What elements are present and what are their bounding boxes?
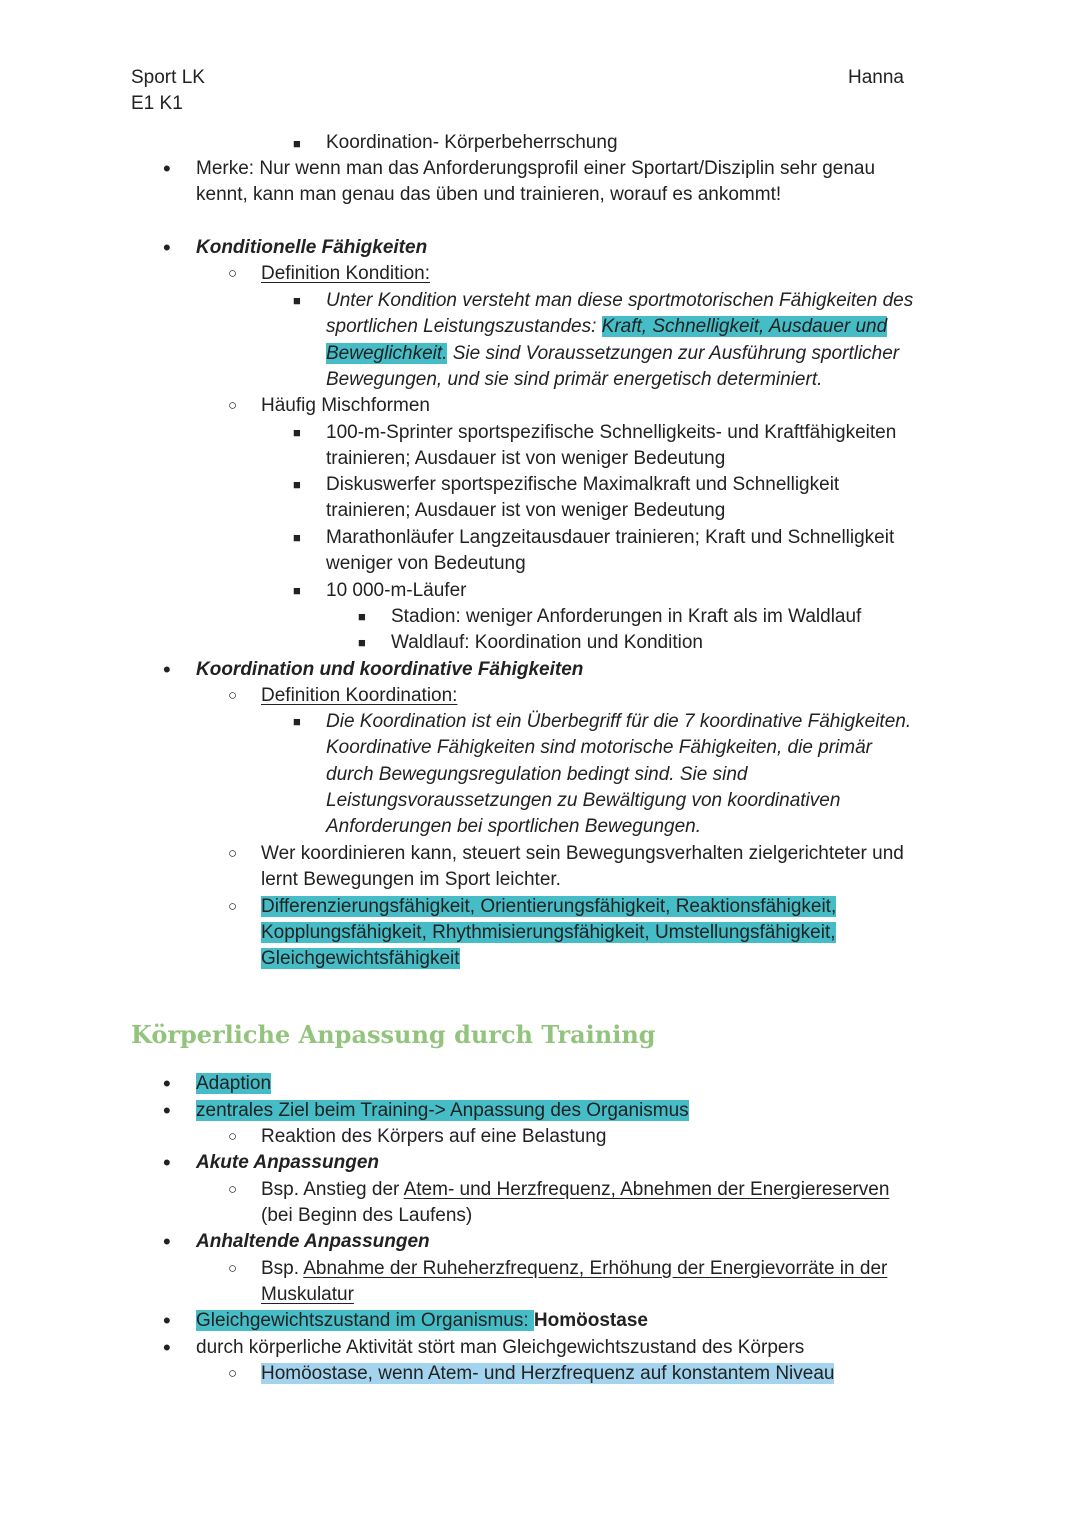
list-item: 10 000-m-Läufer (326, 580, 467, 601)
circle-bullet-icon: ○ (228, 1128, 238, 1145)
highlight: Homöostase, wenn Atem- und Herzfrequenz auf konstantem Niveau (261, 1363, 835, 1384)
subsection-title: Anhaltende Anpassungen (196, 1231, 430, 1252)
definition-label: Definition Koordination: (261, 685, 458, 706)
square-bullet-icon: ■ (358, 609, 366, 624)
definition-text: sportlichen Leistungszustandes: Kraft, Schnelligkeit, Ausdauer und (326, 316, 888, 337)
unit-label: E1 K1 (131, 93, 183, 114)
list-item: Reaktion des Körpers auf eine Belastung (261, 1126, 607, 1147)
bullet-icon: • (163, 1098, 171, 1123)
definition-text: Bewegungen, und sie sind primär energetisch determiniert. (326, 369, 823, 390)
highlight: Beweglichkeit. (326, 343, 448, 364)
list-item: Muskulatur (261, 1284, 354, 1305)
list-item: trainieren; Ausdauer ist von weniger Bedeutung (326, 448, 726, 469)
circle-bullet-icon: ○ (228, 1260, 238, 1277)
square-bullet-icon: ■ (358, 635, 366, 650)
highlight: Gleichgewichtszustand im Organismus: (196, 1310, 534, 1331)
bullet-icon: • (163, 1308, 171, 1333)
definition-text: Unter Kondition versteht man diese sportmotorischen Fähigkeiten des (326, 290, 914, 311)
bullet-icon: • (163, 1071, 171, 1096)
square-bullet-icon: ■ (293, 425, 301, 440)
highlight: zentrales Ziel beim Training-> Anpassung des Organismus (196, 1100, 689, 1121)
highlight: Adaption (196, 1073, 272, 1094)
definition-text: durch Bewegungsregulation bedingt sind. Sie sind (326, 764, 748, 785)
square-bullet-icon: ■ (293, 714, 301, 729)
section-title-koordination: Koordination und koordinative Fähigkeiten (196, 659, 584, 680)
definition-text: Die Koordination ist ein Überbegriff für die 7 koordinative Fähigkeiten. (326, 711, 912, 732)
list-item: Koordination- Körperbeherrschung (326, 132, 618, 153)
square-bullet-icon: ■ (293, 293, 301, 308)
list-item: 100-m-Sprinter sportspezifische Schnelligkeits- und Kraftfähigkeiten (326, 422, 897, 443)
list-item: trainieren; Ausdauer ist von weniger Bedeutung (326, 500, 726, 521)
list-item (261, 920, 836, 946)
bullet-icon: • (163, 1150, 171, 1175)
section-heading: Körperliche Anpassung durch Training (131, 1020, 656, 1049)
circle-bullet-icon: ○ (228, 687, 238, 704)
highlight: Kopplungsfähigkeit, Rhythmisierungsfähigkeit, Umstellungsfähigkeit, (261, 922, 836, 943)
highlight: Gleichgewichtsfähigkeit (261, 948, 460, 969)
square-bullet-icon: ■ (293, 136, 301, 151)
list-item: (bei Beginn des Laufens) (261, 1205, 473, 1226)
list-item (196, 1071, 271, 1097)
list-item: Wer koordinieren kann, steuert sein Bewegungsverhalten zielgerichteter und (261, 843, 904, 864)
bullet-icon: • (163, 1335, 171, 1360)
list-item (261, 946, 460, 972)
list-item: Stadion: weniger Anforderungen in Kraft als im Waldlauf (391, 606, 862, 627)
list-item (196, 1098, 689, 1124)
circle-bullet-icon: ○ (228, 265, 238, 282)
bullet-icon: • (163, 156, 171, 181)
circle-bullet-icon: ○ (228, 898, 238, 915)
list-item: Gleichgewichtszustand im Organismus: Homöostase (196, 1310, 648, 1331)
subsection-title: Akute Anpassungen (196, 1152, 379, 1173)
bullet-icon: • (163, 235, 171, 260)
merke-line-1: Merke: Nur wenn man das Anforderungsprofil einer Sportart/Disziplin sehr genau (196, 158, 876, 179)
bullet-icon: • (163, 657, 171, 682)
section-title-konditionelle: Konditionelle Fähigkeiten (196, 237, 428, 258)
list-item: Diskuswerfer sportspezifische Maximalkraft und Schnelligkeit (326, 474, 840, 495)
bullet-icon: • (163, 1229, 171, 1254)
circle-bullet-icon: ○ (228, 1365, 238, 1382)
list-item: Bsp. Anstieg der Atem- und Herzfrequenz, Abnehmen der Energiereserven (261, 1179, 890, 1200)
course-title: Sport LK (131, 67, 205, 88)
list-item: Bsp. Abnahme der Ruheherzfrequenz, Erhöhung der Energievorräte in der (261, 1258, 888, 1279)
definition-text: Anforderungen bei sportlichen Bewegungen. (326, 816, 701, 837)
circle-bullet-icon: ○ (228, 845, 238, 862)
definition-label: Definition Kondition: (261, 263, 430, 284)
list-item: durch körperliche Aktivität stört man Gleichgewichtszustand des Körpers (196, 1337, 805, 1358)
square-bullet-icon: ■ (293, 530, 301, 545)
list-item (261, 1361, 834, 1387)
circle-bullet-icon: ○ (228, 397, 238, 414)
circle-bullet-icon: ○ (228, 1181, 238, 1198)
definition-text: Leistungsvoraussetzungen zu Bewältigung von koordinativen (326, 790, 841, 811)
square-bullet-icon: ■ (293, 477, 301, 492)
author-name: Hanna (848, 67, 904, 88)
highlight: Kraft, Schnelligkeit, Ausdauer und (601, 316, 888, 337)
highlight: Differenzierungsfähigkeit, Orientierungsfähigkeit, Reaktionsfähigkeit, (261, 896, 837, 917)
list-item: Häufig Mischformen (261, 395, 430, 416)
list-item: Waldlauf: Koordination und Kondition (391, 632, 703, 653)
list-item: Marathonläufer Langzeitausdauer trainieren; Kraft und Schnelligkeit (326, 527, 895, 548)
square-bullet-icon: ■ (293, 583, 301, 598)
list-item (261, 894, 836, 920)
definition-text: Koordinative Fähigkeiten sind motorische Fähigkeiten, die primär (326, 737, 872, 758)
list-item: lernt Bewegungen im Sport leichter. (261, 869, 561, 890)
definition-text: Beweglichkeit. Sie sind Voraussetzungen zur Ausführung sportlicher (326, 343, 900, 364)
list-item: weniger von Bedeutung (326, 553, 526, 574)
merke-line-2: kennt, kann man genau das üben und trainieren, worauf es ankommt! (196, 184, 782, 205)
